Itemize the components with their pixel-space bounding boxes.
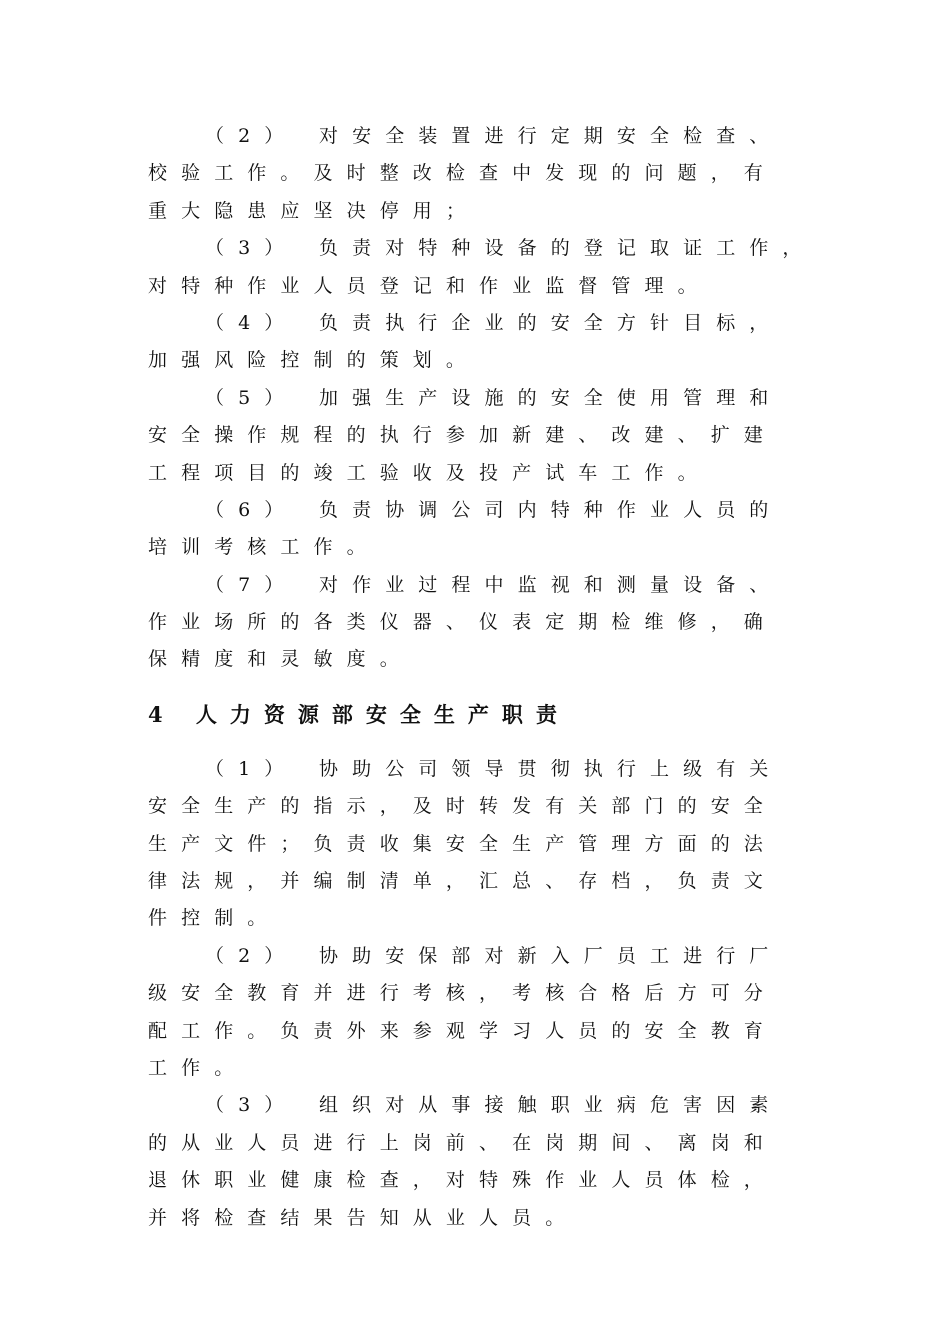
item-number: （3）: [205, 1094, 298, 1117]
item-text-line: 负责执行企业的安全方针目标，: [319, 311, 783, 334]
item-text-line: 并将检查结果告知从业人员。: [148, 1206, 579, 1229]
item-text-line: 协助安保部对新入厂员工进行厂: [319, 944, 783, 967]
item-text-line: 重大隐患应坚决停用；: [148, 199, 480, 222]
item-number: （2）: [205, 125, 298, 147]
item-number: （6）: [205, 498, 298, 521]
item-text-line: 对安全装置进行定期安全检查、: [319, 125, 783, 147]
item-number: （3）: [205, 237, 298, 260]
item-text-line: 件控制。: [148, 907, 281, 930]
item-text-line: 组织对从事接触职业病危害因素: [319, 1094, 783, 1117]
item-text-line: 作业场所的各类仪器、仪表定期检维修，确: [148, 611, 777, 634]
item-3-5: [148, 380, 808, 492]
item-3-4: [148, 305, 808, 380]
item-text-line: 退休职业健康检查，对特殊作业人员体检，: [148, 1169, 777, 1192]
item-4-1: [148, 751, 808, 938]
item-text-line: 律法规，并编制清单，汇总、存档，负责文: [148, 870, 777, 893]
item-text-line: 级安全教育并进行考核，考核合格后方可分: [148, 982, 777, 1005]
item-text-line: 的从业人员进行上岗前、在岗期间、离岗和: [148, 1131, 777, 1154]
item-text-line: 安全生产的指示，及时转发有关部门的安全: [148, 795, 777, 818]
item-text-line: 负责对特种设备的登记取证工作，: [319, 237, 816, 260]
item-text-line: 校验工作。及时整改检查中发现的问题，有: [148, 162, 777, 185]
item-4-3: [148, 1087, 808, 1237]
item-3-6: [148, 492, 808, 567]
item-text-line: 对作业过程中监视和测量设备、: [319, 573, 783, 596]
item-number: （2）: [205, 944, 298, 967]
item-4-2: [148, 938, 808, 1088]
item-number: （1）: [205, 757, 298, 780]
item-text-line: 配工作。负责外来参观学习人员的安全教育: [148, 1019, 777, 1042]
item-text-line: 加强风险控制的策划。: [148, 349, 480, 372]
item-text-line: 保精度和灵敏度。: [148, 648, 413, 671]
item-text-line: 加强生产设施的安全使用管理和: [319, 386, 783, 409]
item-text-line: 培训考核工作。: [148, 536, 380, 559]
item-3-7: [148, 567, 808, 679]
document-page: [148, 118, 816, 1237]
item-3-3: [148, 230, 816, 305]
item-text-line: 负责协调公司内特种作业人员的: [319, 498, 783, 521]
item-number: （4）: [205, 311, 298, 334]
item-text-line: 协助公司领导贯彻执行上级有关: [319, 757, 783, 780]
item-text-line: 对特种作业人员登记和作业监督管理。: [148, 274, 711, 297]
item-text-line: 工作。: [148, 1056, 248, 1079]
item-text-line: 工程项目的竣工验收及投产试车工作。: [148, 461, 711, 484]
section-heading: 4 人力资源部安全生产职责: [148, 701, 570, 727]
item-number: （5）: [205, 386, 298, 409]
item-number: （7）: [205, 573, 298, 596]
item-text-line: 生产文件；负责收集安全生产管理方面的法: [148, 832, 777, 855]
item-text-line: 安全操作规程的执行参加新建、改建、扩建: [148, 424, 777, 447]
item-3-2: [148, 118, 808, 230]
